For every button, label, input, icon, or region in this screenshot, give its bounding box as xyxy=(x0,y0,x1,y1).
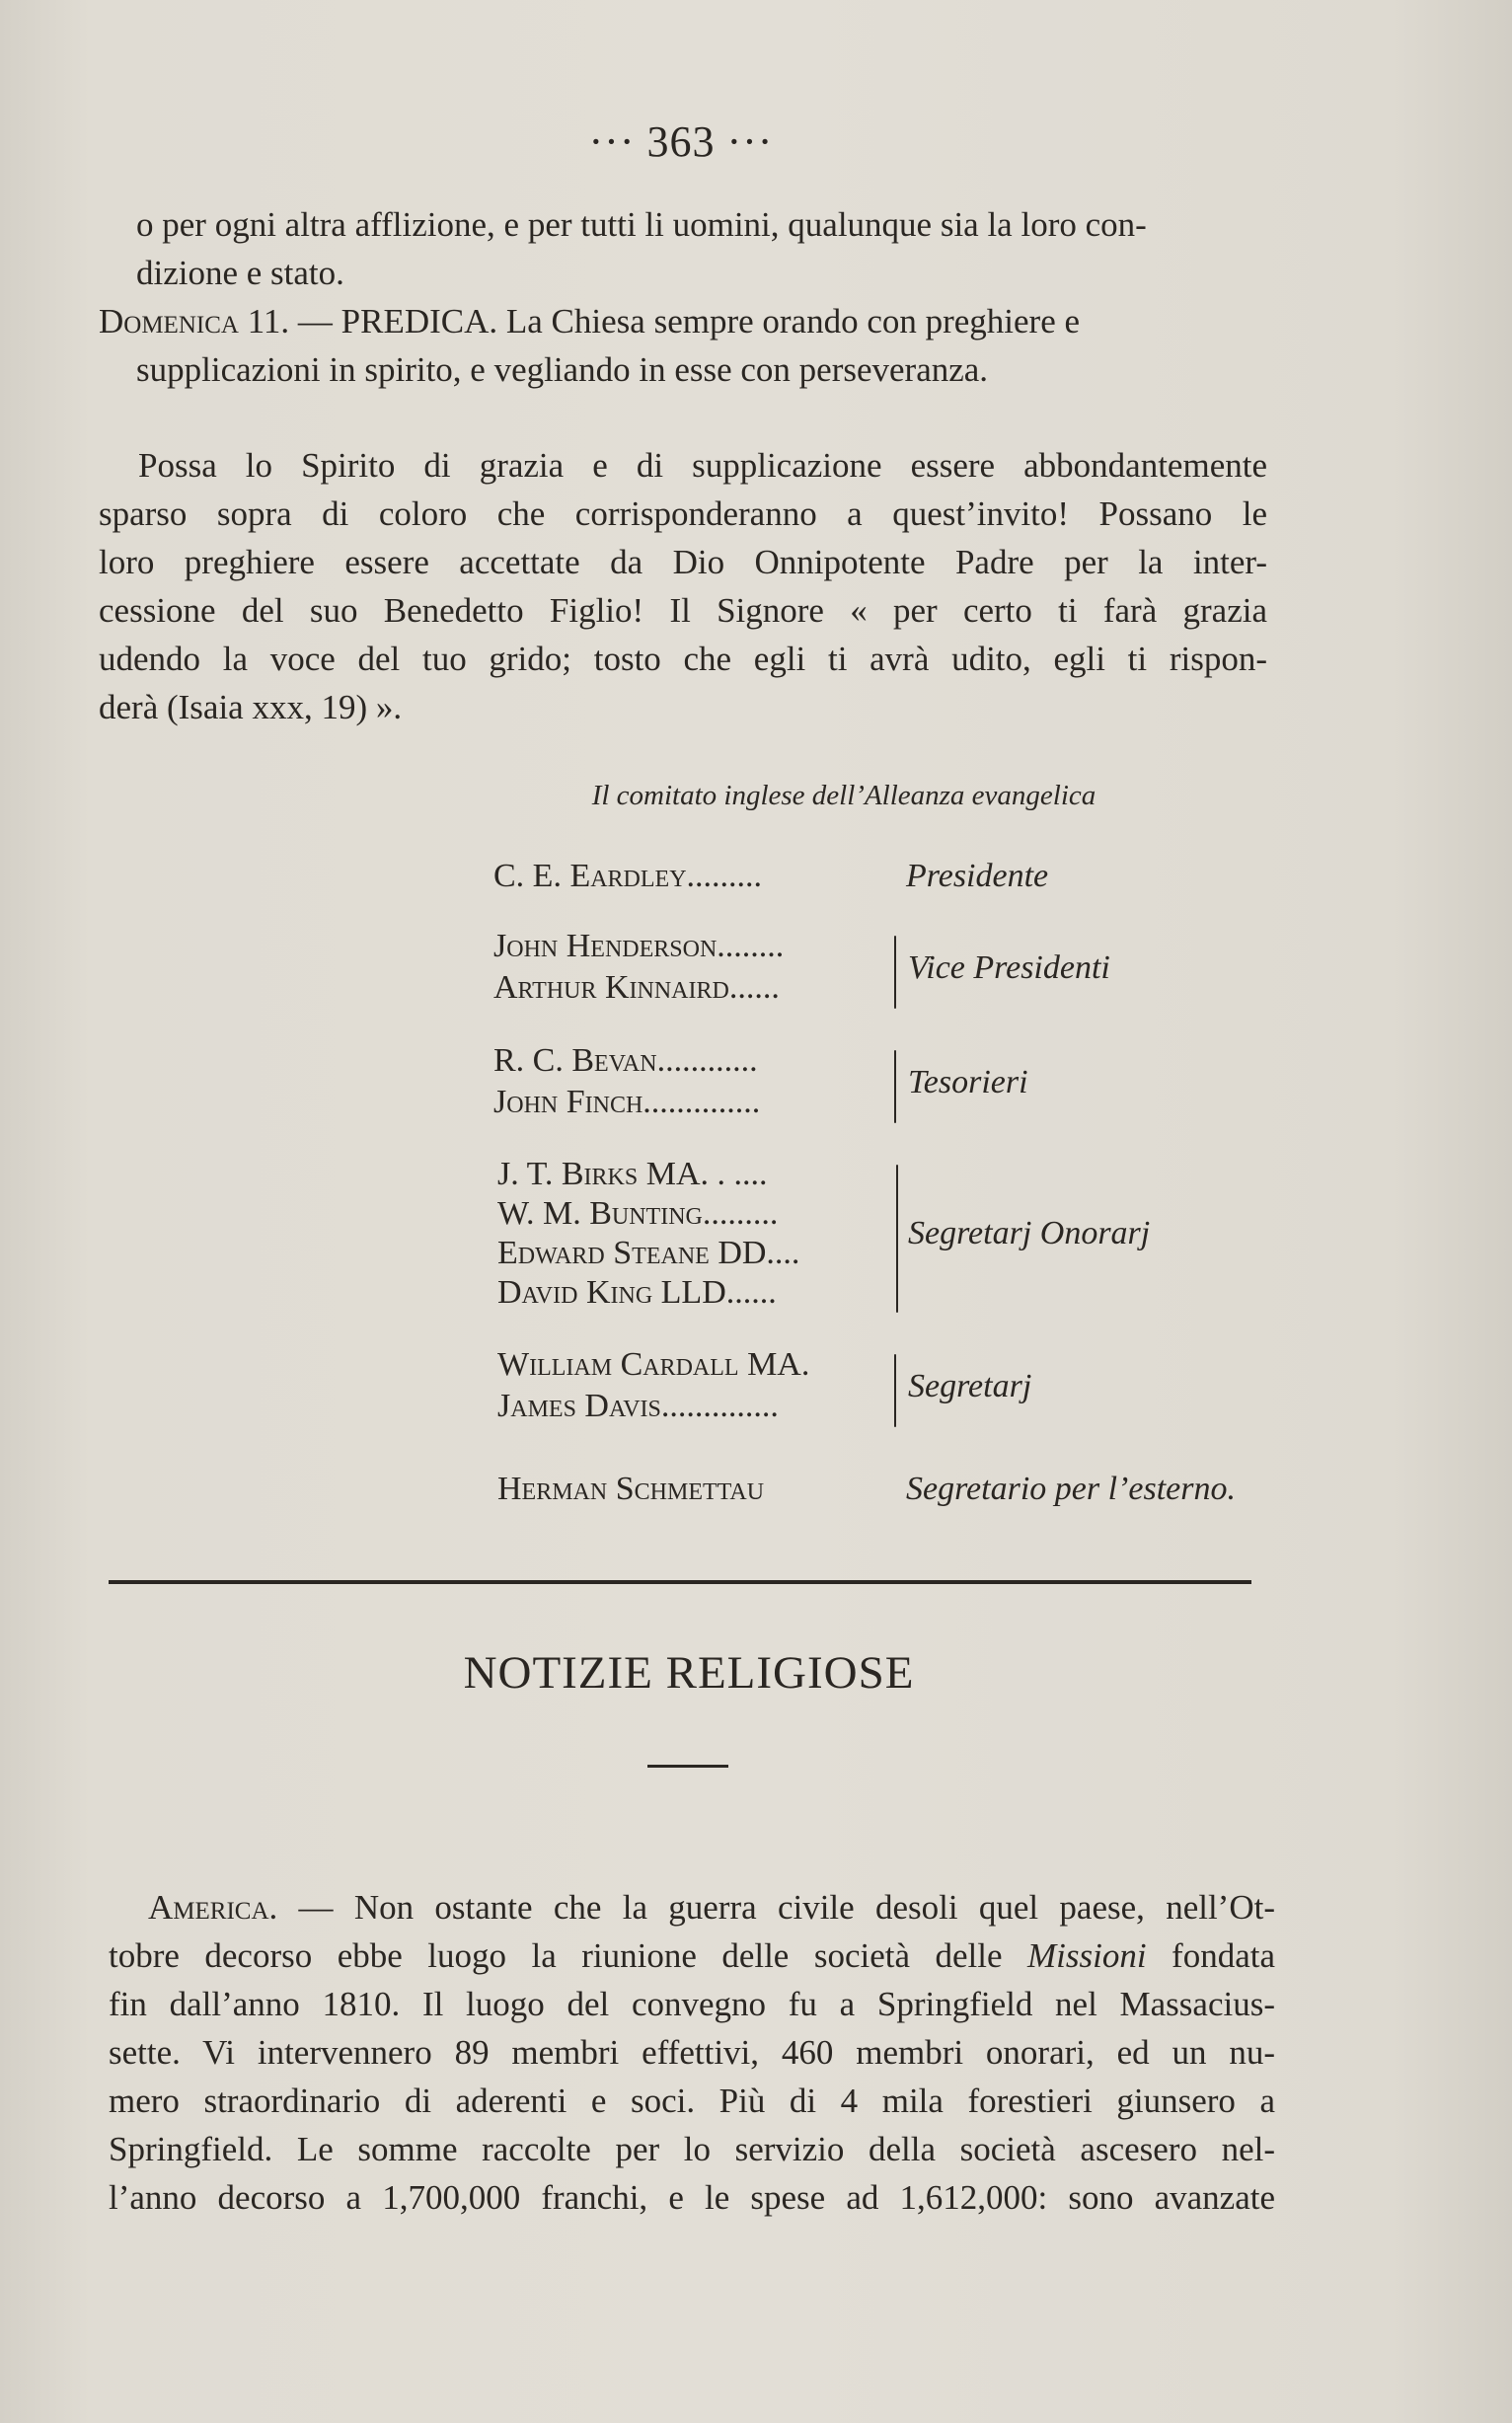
member-schmettau: Herman Schmettau xyxy=(497,1471,765,1507)
sunday-day-label: Domenica xyxy=(99,302,239,341)
member-king: David King LLD...... xyxy=(497,1274,777,1311)
role-presidente: Presidente xyxy=(906,858,1049,894)
america-line-7: l’anno decorso a 1,700,000 franchi, e le spese ad 1,612,000: sono avanzate xyxy=(109,2178,1275,2217)
america-line-6: Springfield. Le somme raccolte per lo servizio della società ascesero nel- xyxy=(109,2130,1275,2168)
continuation-paragraph xyxy=(99,200,1267,297)
brace-vice xyxy=(894,936,896,1009)
sunday-entry xyxy=(99,297,1267,394)
member-bunting: W. M. Bunting......... xyxy=(497,1195,779,1232)
sunday-rest: 11. — PREDICA. La Chiesa sempre orando con preghiere e xyxy=(238,302,1081,341)
america-line-4: sette. Vi intervennero 89 membri effettivi, 460 membri onorari, ed un nu- xyxy=(109,2033,1275,2072)
america-line-2-after: fondata xyxy=(1146,1936,1275,1975)
sunday-line-2: supplicazioni in spirito, e vegliando in esse con perseveranza. xyxy=(136,350,989,389)
committee-title: Il comitato inglese dell’Alleanza evangelica xyxy=(591,780,1096,811)
america-line-2 xyxy=(109,1931,1275,1980)
america-line-3: fin dall’anno 1810. Il luogo del convegno fu a Springfield nel Massacius- xyxy=(109,1985,1275,2023)
america-line-5: mero straordinario di aderenti e soci. Più di 4 mila forestieri giunsero a xyxy=(109,2082,1275,2120)
america-missioni: Missioni xyxy=(1026,1936,1147,1975)
role-segretario-esterno: Segretario per l’esterno. xyxy=(906,1471,1236,1507)
member-kinnaird: Arthur Kinnaird...... xyxy=(493,969,780,1006)
section-divider xyxy=(109,1580,1251,1584)
brace-segretarj-onorarj xyxy=(896,1165,898,1313)
america-line-1-rest: — Non ostante che la guerra civile desoli quel paese, nell’Ot- xyxy=(277,1888,1275,1927)
america-lead: America. xyxy=(148,1888,278,1927)
member-steane: Edward Steane DD.... xyxy=(497,1235,800,1271)
member-finch: John Finch.............. xyxy=(493,1084,761,1120)
continuation-line-2: dizione e stato. xyxy=(136,254,344,292)
member-davis: James Davis.............. xyxy=(497,1388,779,1424)
role-vice-presidenti: Vice Presidenti xyxy=(908,949,1110,986)
prayer-line-6: derà (Isaia xxx, 19) ». xyxy=(99,688,403,726)
america-line-2-before: tobre decorso ebbe luogo la riunione delle società delle xyxy=(109,1936,1027,1975)
role-tesorieri: Tesorieri xyxy=(908,1064,1028,1100)
prayer-line-1: Possa lo Spirito di grazia e di supplicazione essere abbondantemente xyxy=(138,446,1267,485)
america-paragraph xyxy=(109,1883,1275,2222)
prayer-line-5: udendo la voce del tuo grido; tosto che egli ti avrà udito, egli ti rispon- xyxy=(99,640,1267,678)
prayer-line-3: loro preghiere essere accettate da Dio Onnipotente Padre per la inter- xyxy=(99,543,1267,581)
prayer-line-4: cessione del suo Benedetto Figlio! Il Signore « per certo ti farà grazia xyxy=(99,591,1267,630)
member-eardley: C. E. Eardley......... xyxy=(493,858,763,894)
brace-tesorieri xyxy=(894,1050,896,1123)
member-cardall: William Cardall MA. xyxy=(497,1346,810,1383)
section-title: NOTIZIE RELIGIOSE xyxy=(463,1647,915,1699)
prayer-paragraph xyxy=(99,441,1267,731)
role-segretarj: Segretarj xyxy=(908,1368,1032,1404)
page-number: ··· 363 ··· xyxy=(588,117,774,166)
member-bevan: R. C. Bevan............ xyxy=(493,1042,758,1079)
title-underline xyxy=(647,1765,728,1768)
continuation-line-1: o per ogni altra afflizione, e per tutti li uomini, qualunque sia la loro con- xyxy=(136,205,1147,244)
brace-segretarj xyxy=(894,1354,896,1427)
member-henderson: John Henderson........ xyxy=(493,928,785,964)
member-birks: J. T. Birks MA. . .... xyxy=(497,1156,768,1192)
america-line-1 xyxy=(109,1883,1275,1931)
prayer-line-2: sparso sopra di coloro che corrisponderanno a quest’invito! Possano le xyxy=(99,494,1267,533)
role-segretarj-onorarj: Segretarj Onorarj xyxy=(908,1215,1151,1251)
